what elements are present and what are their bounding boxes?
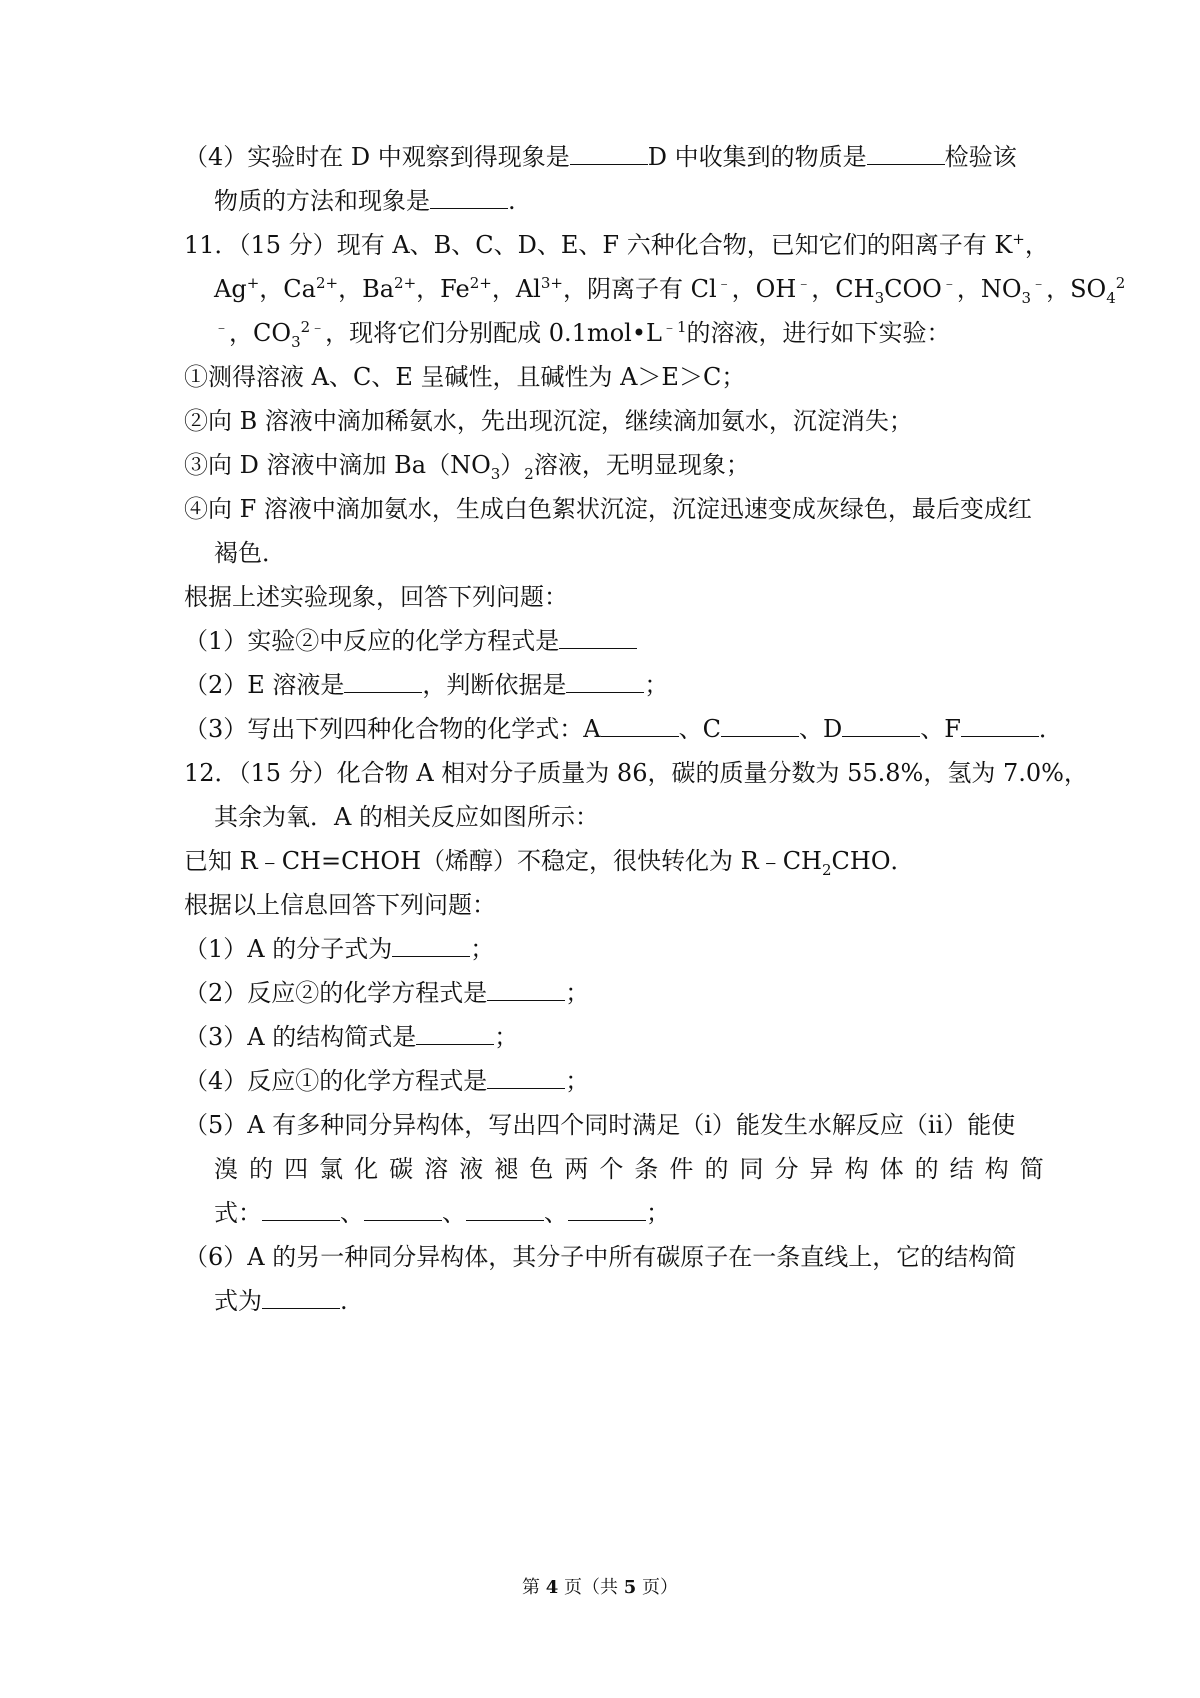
subscript: 3	[1021, 288, 1032, 307]
q12-s3	[184, 1020, 1044, 1054]
s5-char: 构	[844, 1155, 869, 1183]
superscript: ﹣	[1031, 274, 1047, 292]
sub2-text-a: （2）E 溶液是	[184, 671, 345, 699]
ion-nitrate: ，NO	[956, 275, 1022, 303]
answer-blank[interactable]	[487, 1068, 565, 1089]
sub1-text: （1）实验②中反应的化学方程式是	[184, 627, 560, 655]
q11-exp1	[184, 360, 1044, 394]
subscript: 3	[874, 288, 885, 307]
answer-blank[interactable]	[961, 716, 1039, 737]
answer-blank[interactable]	[262, 1288, 340, 1309]
s5-char: 溶	[424, 1155, 449, 1183]
answer-blank[interactable]	[344, 672, 422, 693]
punct: ，	[1024, 231, 1049, 259]
ion-ca: ，Ca	[259, 275, 316, 303]
page-footer	[0, 1576, 1200, 1600]
s5-text-c: 式：	[214, 1199, 262, 1227]
q12-line2	[214, 800, 1074, 834]
s5-char: 简	[1019, 1155, 1044, 1183]
s4-text: （4）反应①的化学方程式是	[184, 1067, 488, 1095]
prompt-text: 根据以上信息回答下列问题：	[184, 891, 496, 919]
q12-s2	[184, 976, 1044, 1010]
period: .	[340, 1287, 348, 1315]
answer-blank[interactable]	[568, 1200, 646, 1221]
exp4-text: ④向 F 溶液中滴加氨水，生成白色絮状沉淀，沉淀迅速变成灰绿色，最后变成红	[184, 495, 1032, 523]
q12-s6-line2	[214, 1284, 1074, 1318]
ion-sulfate: ，SO	[1046, 275, 1107, 303]
subscript: 4	[1106, 288, 1116, 307]
page-total: 5	[623, 1577, 637, 1598]
s5-text: （5）A 有多种同分异构体，写出四个同时满足（i）能发生水解反应（ii）能使	[184, 1111, 1016, 1139]
separator: 、	[442, 1199, 466, 1227]
answer-blank[interactable]	[416, 1024, 494, 1045]
exp3-text-a: ③向 D 溶液中滴加 Ba（NO	[184, 451, 491, 479]
answer-blank[interactable]	[559, 628, 637, 649]
period: .	[508, 187, 516, 215]
q11-line1	[184, 228, 1049, 262]
q11-line2-ions	[214, 272, 1126, 307]
s3-text: （3）A 的结构简式是	[184, 1023, 417, 1051]
q12-stem: 12．（15 分）化合物 A 相对分子质量为 86，碳的质量分数为 55.8%，氢为 7.0%，	[184, 759, 1088, 787]
q11-sub1	[184, 624, 1044, 658]
exp3-text-c: 溶液，无明显现象；	[533, 451, 750, 479]
s5-char: 的	[704, 1155, 729, 1183]
q10-part4-text-d: 物质的方法和现象是	[214, 187, 430, 215]
answer-blank[interactable]	[721, 716, 799, 737]
s5-char: 异	[809, 1155, 834, 1183]
sub3-text-d: 、F	[920, 715, 961, 743]
superscript: 2+	[394, 274, 417, 292]
subscript: 2	[524, 464, 534, 483]
punct: ；	[494, 1023, 519, 1051]
ion-fe: ，Fe	[416, 275, 470, 303]
q12-s6-line1	[184, 1240, 1044, 1274]
ion-ag: Ag	[214, 275, 247, 303]
q12-s5-line2	[214, 1152, 1074, 1186]
period: ．	[1038, 715, 1063, 743]
subscript: 3	[291, 332, 301, 351]
s5-char: 化	[354, 1155, 379, 1183]
superscript: ﹣	[214, 318, 230, 336]
answer-blank[interactable]	[430, 188, 508, 209]
q12-s4	[184, 1064, 1044, 1098]
punct: ；	[565, 1067, 590, 1095]
s5-char: 四	[284, 1155, 309, 1183]
superscript: ﹣	[716, 274, 732, 292]
punct: ；	[644, 671, 669, 699]
q12-prompt	[184, 888, 1044, 922]
q11-exp2	[184, 404, 1044, 438]
q10-part4-text-b: D 中收集到的物质是	[647, 143, 867, 171]
q11-stem: 11．（15 分）现有 A、B、C、D、E、F 六种化合物，已知它们的阳离子有 K	[184, 231, 1013, 259]
s5-char: 同	[739, 1155, 764, 1183]
superscript: +	[1012, 230, 1025, 248]
superscript: 2+	[315, 274, 339, 292]
superscript: 2	[1115, 274, 1126, 292]
s5-char: 溴	[214, 1155, 238, 1183]
s5-char: 分	[774, 1155, 799, 1183]
exp4-text-b: 褐色．	[214, 539, 286, 567]
s5-justified-line	[214, 1152, 1044, 1186]
s5-char: 氯	[319, 1155, 344, 1183]
q11-exp4-line2	[214, 536, 1074, 570]
q12-s1	[184, 932, 1044, 966]
prompt-text: 根据上述实验现象，回答下列问题：	[184, 583, 568, 611]
q12-s5-line1	[184, 1108, 1044, 1142]
answer-blank[interactable]	[867, 144, 945, 165]
s6-text-b: 式为	[214, 1287, 262, 1315]
q11-sub3	[184, 712, 1063, 746]
separator: 、	[544, 1199, 568, 1227]
exp3-text-b: ）	[500, 451, 525, 479]
ion-cl: ，阴离子有 Cl	[562, 275, 717, 303]
q10-part4-line2	[214, 184, 1074, 218]
answer-blank[interactable]	[570, 144, 648, 165]
superscript: 2+	[469, 274, 492, 292]
answer-blank[interactable]	[392, 936, 470, 957]
s5-char: 碳	[389, 1155, 414, 1183]
ion-al: ，Al	[491, 275, 541, 303]
answer-blank[interactable]	[364, 1200, 442, 1221]
s5-char: 结	[949, 1155, 974, 1183]
ion-oh: ，OH	[731, 275, 797, 303]
q11-concentration: ，现将它们分别配成 0.1mol•L	[325, 319, 662, 347]
s6-text: （6）A 的另一种同分异构体，其分子中所有碳原子在一条直线上，它的结构简	[184, 1243, 1017, 1271]
s5-char: 褪	[494, 1155, 519, 1183]
answer-blank[interactable]	[566, 672, 644, 693]
answer-blank[interactable]	[601, 716, 679, 737]
sub3-text-a: （3）写出下列四种化合物的化学式：A	[184, 715, 601, 743]
s5-char: 体	[879, 1155, 904, 1183]
known-text-b: CHO．	[831, 847, 915, 875]
s5-char: 件	[669, 1155, 694, 1183]
q11-instruction: 的溶液，进行如下实验：	[686, 319, 951, 347]
exp2-text: ②向 B 溶液中滴加稀氨水，先出现沉淀，继续滴加氨水，沉淀消失；	[184, 407, 913, 435]
superscript: 2﹣	[300, 318, 326, 336]
superscript: ﹣	[941, 274, 957, 292]
ion-ba: ，Ba	[338, 275, 395, 303]
superscript: 3+	[540, 274, 563, 292]
superscript: +	[246, 274, 260, 292]
q11-line3	[214, 316, 1074, 350]
superscript: ﹣1	[661, 318, 687, 336]
q12-known	[184, 844, 1044, 878]
s5-char: 液	[459, 1155, 484, 1183]
s5-char: 个	[599, 1155, 624, 1183]
s5-char: 的	[914, 1155, 939, 1183]
q12-stem-b: 其余为氧．A 的相关反应如图所示：	[214, 803, 599, 831]
separator: 、	[340, 1199, 364, 1227]
s1-text: （1）A 的分子式为	[184, 935, 393, 963]
q12-line1	[184, 756, 1088, 790]
footer-text: 第	[522, 1577, 546, 1598]
s5-char: 两	[564, 1155, 589, 1183]
answer-blank[interactable]	[487, 980, 565, 1001]
subscript: 2	[822, 860, 832, 879]
answer-blank[interactable]	[842, 716, 920, 737]
q11-prompt	[184, 580, 1044, 614]
punct: ；	[565, 979, 590, 1007]
s5-char: 构	[984, 1155, 1009, 1183]
answer-blank[interactable]	[262, 1200, 340, 1221]
ion-acetate-b: COO	[884, 275, 942, 303]
answer-blank[interactable]	[466, 1200, 544, 1221]
superscript: ﹣	[796, 274, 812, 292]
q10-part4-text-a: （4）实验时在 D 中观察到得现象是	[184, 143, 570, 171]
s5-char: 条	[634, 1155, 659, 1183]
q11-sub2	[184, 668, 1044, 702]
s2-text: （2）反应②的化学方程式是	[184, 979, 488, 1007]
exp1-text: ①测得溶液 A、C、E 呈碱性，且碱性为 A＞E＞C；	[184, 363, 746, 391]
subscript: 3	[490, 464, 501, 483]
q11-exp4-line1	[184, 492, 1044, 526]
q10-part4-line1	[184, 140, 1044, 174]
q12-s5-line3	[214, 1196, 1074, 1230]
s5-char: 色	[529, 1155, 554, 1183]
ion-acetate: ，CH	[811, 275, 875, 303]
q11-exp3	[184, 448, 1044, 482]
punct: ；	[470, 935, 495, 963]
footer-text: 页（共	[558, 1577, 624, 1598]
footer-text: 页）	[636, 1577, 678, 1598]
punct: ；	[646, 1199, 670, 1227]
known-text-a: 已知 R﹣CH=CHOH（烯醇）不稳定，很快转化为 R﹣CH	[184, 847, 822, 875]
sub2-text-b: ，判断依据是	[422, 671, 567, 699]
q10-part4-text-c: 检验该	[944, 143, 1017, 171]
sub3-text-b: 、C	[678, 715, 721, 743]
page-number: 4	[545, 1577, 559, 1598]
sub3-text-c: 、D	[798, 715, 843, 743]
s5-char: 的	[249, 1155, 274, 1183]
ion-carbonate: ，CO	[229, 319, 292, 347]
